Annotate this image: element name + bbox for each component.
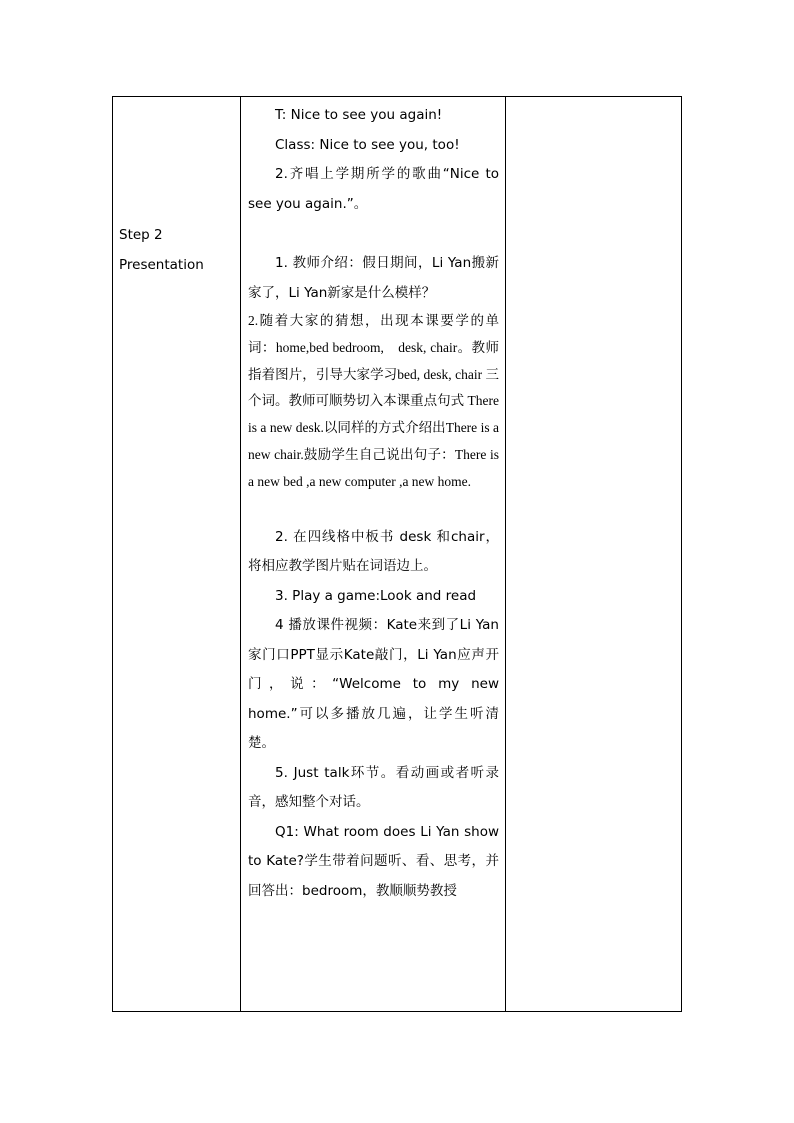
video-step: 4 播放课件视频：Kate来到了Li Yan家门口PPT显示Kate敲门，Li Yan应声开门，说：“Welcome to my new home.”可以多播放几遍，让学生听清楚。: [248, 617, 499, 752]
teacher-intro-step: 1. 教师介绍：假日期间，Li Yan搬新家了，Li Yan新家是什么模样？: [248, 255, 499, 301]
board-writing-step: 2. 在四线格中板书 desk 和chair，将相应教学图片贴在词语边上。: [248, 528, 499, 575]
step-label: [119, 220, 204, 280]
paragraph-gap: [248, 496, 499, 523]
step-title: Presentation: [119, 257, 204, 273]
table-row: [113, 97, 682, 1012]
dialogue-class: Class: Nice to see you, too!: [275, 136, 460, 153]
game-step: 3. Play a game:Look and read: [275, 587, 477, 604]
vocabulary-step: 2.随着大家的猜想，出现本课要学的单词：home,bed bedroom, desk, chair。教师指着图片，引导大家学习bed, desk, chair 三个词。教师可顺势切入本课重点句式 There is a new desk.以同样的方式介绍出There is a new chair.鼓励学生自己说出句子：There is a new bed ,a new computer ,a new home.: [248, 313, 499, 489]
paragraph-gap: [248, 219, 499, 249]
just-talk-step: 5. Just talk环节。看动画或者听录音，感知整个对话。: [248, 764, 499, 811]
lesson-plan-table: [112, 96, 682, 1012]
question-step: Q1: What room does Li Yan show to Kate?学生带着问题听、看、思考，并回答出：bedroom，教顺顺势教授: [248, 823, 499, 899]
step-cell: [113, 97, 241, 1012]
content-text: [248, 101, 499, 906]
dialogue-teacher: T: Nice to see you again!: [275, 107, 443, 123]
content-cell: [241, 97, 506, 1012]
notes-cell: [506, 97, 682, 1012]
step-number: Step 2: [119, 227, 163, 243]
sing-song-step: 2.齐唱上学期所学的歌曲“Nice to see you again.”。: [248, 166, 499, 212]
